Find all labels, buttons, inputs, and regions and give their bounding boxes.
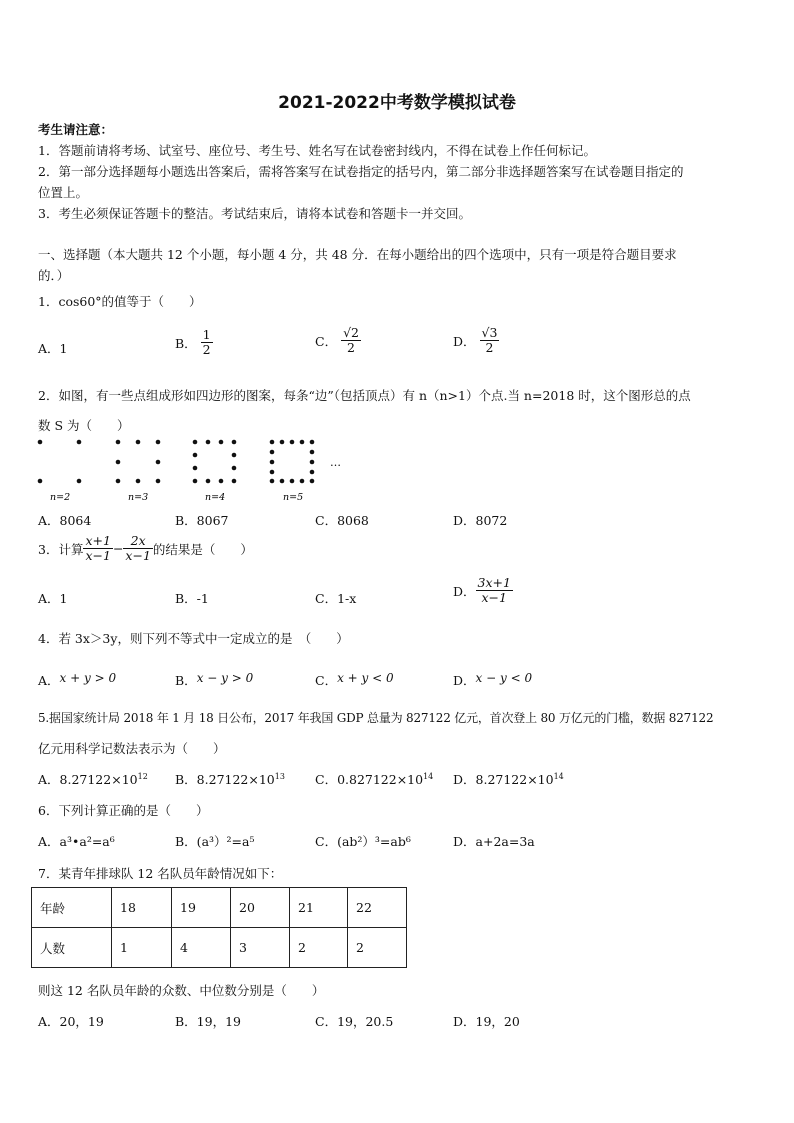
q1-option-d-fraction	[480, 326, 500, 356]
q2-stem-line1: 2．如图，有一些点组成形如四边形的图案，每条“边”（包括顶点）有 n（n>1）个点.当 n=2018 时，这个图形总的点	[38, 388, 691, 403]
q5-b-exponent: 13	[274, 771, 285, 781]
q1-c-denominator: 2	[347, 340, 355, 356]
table-cell: 21	[290, 888, 348, 928]
q1-b-numerator: 1	[202, 327, 211, 342]
q2-stem-line2: 数 S 为（ ）	[38, 418, 130, 433]
table-cell: 20	[231, 888, 290, 928]
q5-d-base: D．8.27122×10	[453, 772, 554, 787]
q1-option-c	[315, 326, 361, 356]
pattern-ellipsis: …	[330, 456, 341, 469]
pattern-n2	[38, 440, 82, 484]
q7-option-c: C．19，20.5	[315, 1014, 394, 1029]
q6-stem: 6．下列计算正确的是（ ）	[38, 803, 209, 818]
pattern-label-n5: n=5	[283, 492, 304, 503]
q3-f2-numerator: 2x	[123, 534, 152, 549]
q7-question: 则这 12 名队员年龄的众数、中位数分别是（ ）	[38, 983, 325, 998]
q3-option-b: B．-1	[175, 591, 209, 606]
q4-d-expr: x − y < 0	[475, 671, 533, 685]
page-title: 2021-2022中考数学模拟试卷	[278, 93, 516, 113]
pattern-label-n2: n=2	[50, 492, 71, 503]
section-heading-line1: 一、选择题（本大题共 12 个小题，每小题 4 分，共 48 分．在每小题给出的四个选项中，只有一项是符合题目要求	[38, 247, 677, 262]
q2-option-b: B．8067	[175, 513, 229, 528]
q5-stem-line1: 5.据国家统计局 2018 年 1 月 18 日公布，2017 年我国 GDP 总量为 827122 亿元，首次登上 80 万亿元的门槛，数据 827122	[38, 711, 714, 725]
pattern-label-n4: n=4	[205, 492, 226, 503]
q1-stem: 1．cos60°的值等于（ ）	[38, 294, 202, 309]
q5-a-exponent: 12	[137, 771, 148, 781]
table-cell: 1	[112, 928, 172, 968]
table-row	[32, 888, 407, 928]
q5-option-c	[315, 770, 433, 788]
table-row	[32, 928, 407, 968]
q4-stem: 4．若 3x＞3y，则下列不等式中一定成立的是 （ ）	[38, 631, 349, 646]
q7-stem: 7．某青年排球队 12 名队员年龄情况如下：	[38, 866, 283, 881]
q7-age-table	[31, 887, 407, 968]
q5-option-b	[175, 770, 285, 788]
q2-option-a: A．8064	[38, 513, 92, 528]
q1-d-numerator: √3	[481, 325, 498, 340]
q6-option-c: C．(ab²）³=ab⁶	[315, 834, 411, 849]
q5-option-d	[453, 770, 564, 788]
q7-option-a: A．20，19	[38, 1014, 104, 1029]
q1-option-c-label: C．	[315, 333, 338, 349]
q3-d-denominator: x−1	[481, 590, 507, 606]
q3-d-numerator: 3x+1	[477, 575, 511, 590]
table-cell: 人数	[32, 928, 112, 968]
q3-minus: −	[112, 541, 124, 557]
q2-dot-pattern-figure	[30, 434, 360, 504]
q4-b-label: B．	[175, 673, 197, 688]
q3-f2-denominator: x−1	[125, 548, 151, 564]
q3-option-d-label: D．	[453, 583, 476, 599]
q4-b-expr: x − y > 0	[196, 671, 254, 685]
q5-b-base: B．8.27122×10	[175, 772, 275, 787]
q3-option-c: C．1-x	[315, 591, 357, 606]
pattern-label-n3: n=3	[128, 492, 149, 503]
q4-a-label: A．	[38, 673, 60, 688]
q1-c-numerator: √2	[343, 325, 359, 340]
q3-f1-denominator: x−1	[85, 548, 111, 564]
q1-option-c-fraction	[341, 326, 361, 356]
q6-option-a: A．a³•a²=a⁶	[38, 834, 115, 849]
q1-option-a: A．1	[38, 341, 68, 356]
table-cell: 18	[112, 888, 172, 928]
q4-option-c	[315, 671, 394, 689]
q3-option-d	[453, 576, 513, 606]
q1-option-b-label: B．	[175, 335, 197, 351]
note-item-1: 1．答题前请将考场、试室号、座位号、考生号、姓名写在试卷密封线内，不得在试卷上作任何标记。	[38, 143, 596, 158]
section-heading-line2: 的．）	[38, 268, 70, 283]
q1-option-d	[453, 326, 499, 356]
q5-c-exponent: 14	[423, 771, 434, 781]
table-cell: 19	[172, 888, 231, 928]
q3-f1-numerator: x+1	[85, 533, 111, 548]
q3-fraction-1	[83, 534, 112, 564]
q4-c-label: C．	[315, 673, 338, 688]
q5-c-base: C．0.827122×10	[315, 772, 424, 787]
q3-option-d-fraction	[476, 576, 513, 606]
note-item-3: 3．考生必须保证答题卡的整洁。考试结束后，请将本试卷和答题卡一并交回。	[38, 206, 471, 221]
q1-b-denominator: 2	[202, 342, 211, 358]
q5-d-exponent: 14	[553, 771, 564, 781]
pattern-n3	[116, 440, 161, 484]
q4-option-d	[453, 671, 532, 689]
q1-d-denominator: 2	[485, 340, 494, 356]
table-cell: 2	[290, 928, 348, 968]
q5-option-a	[38, 770, 148, 788]
q3-stem	[38, 534, 253, 564]
q3-suffix: 的结果是（ ）	[152, 541, 253, 557]
q4-option-b	[175, 671, 253, 689]
q3-prefix: 3．计算	[38, 541, 84, 557]
q6-option-b: B．(a³）²=a⁵	[175, 834, 255, 849]
note-item-2-cont: 位置上。	[38, 185, 89, 200]
q5-a-base: A．8.27122×10	[38, 772, 138, 787]
q2-option-c: C．8068	[315, 513, 369, 528]
q1-option-d-label: D．	[453, 333, 476, 349]
q6-option-d: D．a+2a=3a	[453, 834, 535, 849]
note-item-2: 2．第一部分选择题每小题选出答案后，需将答案写在试卷指定的括号内，第二部分非选择题答案写在试卷题目指定的	[38, 164, 684, 179]
q4-d-label: D．	[453, 673, 476, 688]
pattern-n5	[270, 440, 315, 484]
q7-option-d: D．19，20	[453, 1014, 520, 1029]
q3-fraction-2	[123, 534, 152, 564]
q7-option-b: B．19，19	[175, 1014, 241, 1029]
table-cell: 2	[348, 928, 407, 968]
table-cell: 3	[231, 928, 290, 968]
notes-heading: 考生请注意：	[38, 122, 114, 137]
q5-stem-line2: 亿元用科学记数法表示为（ ）	[38, 741, 226, 756]
table-cell: 4	[172, 928, 231, 968]
q1-option-b	[175, 328, 213, 358]
q4-option-a	[38, 671, 116, 689]
table-cell: 22	[348, 888, 407, 928]
pattern-n4	[193, 440, 237, 484]
table-cell: 年龄	[32, 888, 112, 928]
q4-a-expr: x + y > 0	[59, 671, 117, 685]
q2-option-d: D．8072	[453, 513, 508, 528]
q3-option-a: A．1	[38, 591, 68, 606]
q1-option-b-fraction	[201, 328, 213, 358]
q4-c-expr: x + y < 0	[337, 671, 394, 685]
